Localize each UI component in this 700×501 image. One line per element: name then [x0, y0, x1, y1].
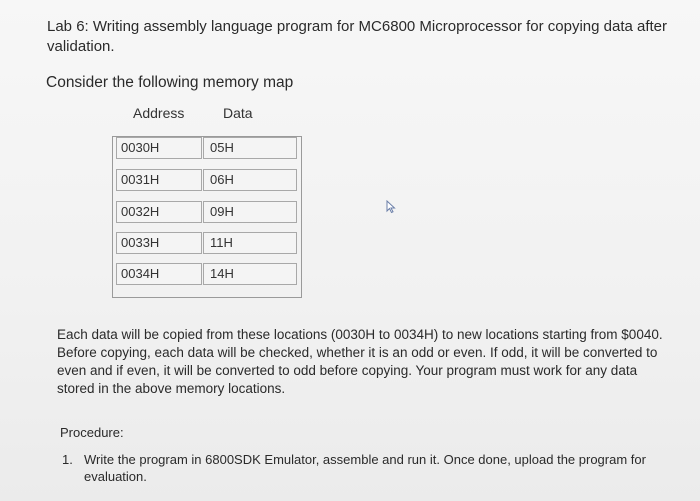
column-header-data: Data: [223, 105, 253, 121]
data-cell: 14H: [203, 263, 297, 285]
step-number: 1.: [62, 452, 73, 467]
lab-title: Lab 6: Writing assembly language program for MC6800 Microprocessor for copying data after validation.: [47, 18, 668, 55]
procedure-heading: Procedure:: [60, 425, 124, 440]
intro-text: Consider the following memory map: [46, 74, 294, 91]
data-cell: 09H: [203, 201, 297, 223]
procedure-step: [62, 451, 662, 485]
address-cell: 0030H: [116, 137, 202, 159]
address-cell: 0031H: [116, 169, 202, 191]
address-cell: 0033H: [116, 232, 202, 254]
data-cell: 11H: [203, 232, 297, 254]
data-cell: 06H: [203, 169, 297, 191]
mouse-cursor-icon: [386, 200, 398, 219]
data-cell: 05H: [203, 137, 297, 159]
task-description: Each data will be copied from these locations (0030H to 0034H) to new locations starting from $0040. Before copying, each data will be checked, whether it is an odd or even. If odd, it will be converted to even and if even, it will be converted to odd before copying. Your program must work for any data stored in the above memory locations.: [57, 327, 663, 396]
column-header-address: Address: [133, 105, 185, 121]
address-cell: 0032H: [116, 201, 202, 223]
step-text: Write the program in 6800SDK Emulator, assemble and run it. Once done, upload the program for evaluation.: [84, 452, 646, 484]
address-cell: 0034H: [116, 263, 202, 285]
